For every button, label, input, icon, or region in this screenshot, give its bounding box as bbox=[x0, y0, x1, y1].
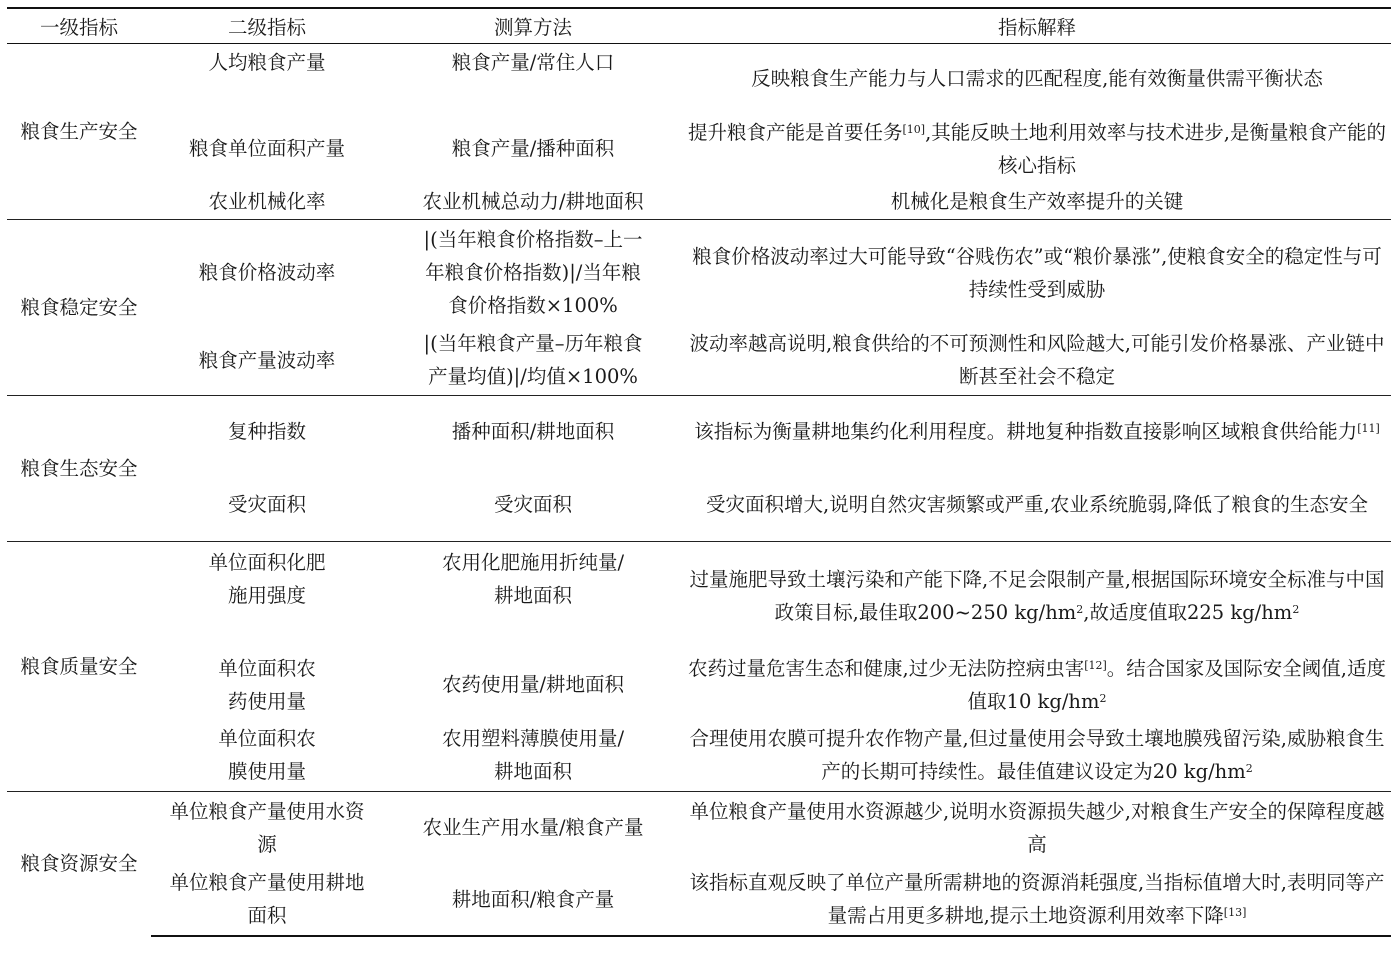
indicator-name: 人均粮食产量 bbox=[151, 44, 383, 114]
method: 耕地面积/粮食产量 bbox=[383, 864, 683, 936]
citation: [12] bbox=[1084, 658, 1107, 672]
explanation bbox=[683, 396, 1391, 468]
explanation bbox=[683, 864, 1391, 936]
table-row bbox=[7, 396, 1391, 468]
method: 受灾面积 bbox=[493, 492, 572, 516]
group-name: 粮食生态安全 bbox=[7, 396, 151, 542]
table-row bbox=[7, 44, 1391, 114]
group-name: 粮食资源安全 bbox=[7, 792, 151, 936]
explanation-text: 过量施肥导致土壤污染和产能下降,不足会限制产量,根据国际环境安全标准与中国政策目标,最佳取200~250 kg/hm bbox=[689, 567, 1385, 624]
indicator-name: 复种指数 bbox=[151, 396, 383, 468]
explanation: 粮食价格波动率过大可能导致“谷贱伤农”或“粮价暴涨”,使粮食安全的稳定性与可持续性受到威胁 bbox=[683, 220, 1391, 326]
indicator-name: 单位粮食产量使用耕地面积 bbox=[151, 864, 383, 936]
table-row bbox=[7, 220, 1391, 326]
explanation-text: 提升粮食产能是首要任务 bbox=[687, 120, 903, 144]
method: 农业机械总动力/耕地面积 bbox=[422, 189, 644, 213]
indicator-name: 粮食价格波动率 bbox=[151, 220, 383, 326]
indicator-name: 单位面积农膜使用量 bbox=[218, 727, 316, 784]
explanation: 机械化是粮食生产效率提升的关键 bbox=[890, 189, 1184, 213]
explanation: 反映粮食生产能力与人口需求的匹配程度,能有效衡量供需平衡状态 bbox=[683, 44, 1391, 114]
group-name: 粮食质量安全 bbox=[7, 542, 151, 792]
indicator-name: 农业机械化率 bbox=[208, 189, 326, 213]
table-row bbox=[7, 326, 1391, 396]
superscript: 2 bbox=[1099, 691, 1107, 705]
method: |(当年粮食价格指数–上一年粮食价格指数)|/当年粮食价格指数×100% bbox=[383, 220, 683, 326]
table-row bbox=[7, 114, 1391, 184]
explanation-text: 该指标直观反映了单位产量所需耕地的资源消耗强度,当指标值增大时,表明同等产量需占用更多耕地,提示土地资源利用效率下降 bbox=[689, 871, 1385, 927]
table-row bbox=[7, 720, 1391, 792]
group-resources bbox=[7, 792, 1391, 936]
header-level1: 一级指标 bbox=[7, 8, 151, 44]
indicator-table bbox=[7, 7, 1391, 937]
group-production bbox=[7, 44, 1391, 220]
explanation bbox=[683, 542, 1391, 650]
superscript: 2 bbox=[1245, 762, 1253, 776]
explanation-text: 合理使用农膜可提升农作物产量,但过量使用会导致土壤地膜残留污染,威胁粮食生产的长期可持续性。最佳值建议设定为20 kg/hm bbox=[689, 727, 1385, 784]
explanation-text: ,其能反映土地利用效率与技术进步,是衡量粮食产能的核心指标 bbox=[925, 120, 1386, 177]
method: 农用化肥施用折纯量/耕地面积 bbox=[383, 542, 683, 650]
explanation-text: ,故适度值取225 kg/hm bbox=[1083, 600, 1293, 624]
group-name: 粮食生产安全 bbox=[7, 44, 151, 220]
header-explanation: 指标解释 bbox=[683, 8, 1391, 44]
method: 播种面积/耕地面积 bbox=[383, 396, 683, 468]
group-name: 粮食稳定安全 bbox=[7, 220, 151, 396]
table-row bbox=[7, 792, 1391, 864]
superscript: 2 bbox=[1076, 602, 1084, 616]
group-stability bbox=[7, 220, 1391, 396]
citation: [11] bbox=[1357, 422, 1380, 436]
table-row bbox=[7, 542, 1391, 650]
header-level2: 二级指标 bbox=[151, 8, 383, 44]
explanation-text: 该指标为衡量耕地集约化利用程度。耕地复种指数直接影响区域粮食供给能力 bbox=[694, 420, 1358, 444]
citation: [10] bbox=[902, 122, 926, 136]
method: 农用塑料薄膜使用量/耕地面积 bbox=[441, 727, 625, 784]
indicator-name: 受灾面积 bbox=[227, 492, 306, 516]
method: 农药使用量/耕地面积 bbox=[441, 673, 625, 696]
method: 粮食产量/常住人口 bbox=[383, 44, 683, 114]
table-header bbox=[7, 8, 1391, 44]
table-row bbox=[7, 468, 1391, 542]
method: 农业生产用水量/粮食产量 bbox=[383, 792, 683, 864]
explanation bbox=[683, 720, 1391, 792]
superscript: 2 bbox=[1292, 602, 1300, 616]
group-quality bbox=[7, 542, 1391, 792]
table-row bbox=[7, 650, 1391, 720]
explanation: 单位粮食产量使用水资源越少,说明水资源损失越少,对粮食生产安全的保障程度越高 bbox=[683, 792, 1391, 864]
group-ecology bbox=[7, 396, 1391, 542]
explanation bbox=[683, 650, 1391, 720]
indicator-name: 单位面积农药使用量 bbox=[218, 656, 316, 713]
explanation bbox=[683, 114, 1391, 184]
method: |(当年粮食产量–历年粮食产量均值)|/均值×100% bbox=[423, 332, 643, 389]
indicator-name: 粮食单位面积产量 bbox=[188, 137, 345, 160]
table-row bbox=[7, 184, 1391, 220]
explanation-text: 。结合国家及国际安全阈值,适度值取10 kg/hm bbox=[967, 656, 1386, 713]
explanation: 受灾面积增大,说明自然灾害频繁或严重,农业系统脆弱,降低了粮食的生态安全 bbox=[705, 492, 1369, 516]
header-method: 测算方法 bbox=[383, 8, 683, 44]
explanation-text: 农药过量危害生态和健康,过少无法防控病虫害 bbox=[688, 656, 1085, 680]
citation: [13] bbox=[1223, 906, 1247, 919]
explanation: 波动率越高说明,粮食供给的不可预测性和风险越大,可能引发价格暴涨、产业链中断甚至社会不稳定 bbox=[689, 332, 1385, 389]
table-row bbox=[7, 864, 1391, 936]
indicator-name: 粮食产量波动率 bbox=[198, 348, 336, 372]
method: 粮食产量/播种面积 bbox=[451, 137, 615, 160]
indicator-name: 单位粮食产量使用水资源 bbox=[151, 792, 383, 864]
indicator-name: 单位面积化肥施用强度 bbox=[151, 542, 383, 650]
